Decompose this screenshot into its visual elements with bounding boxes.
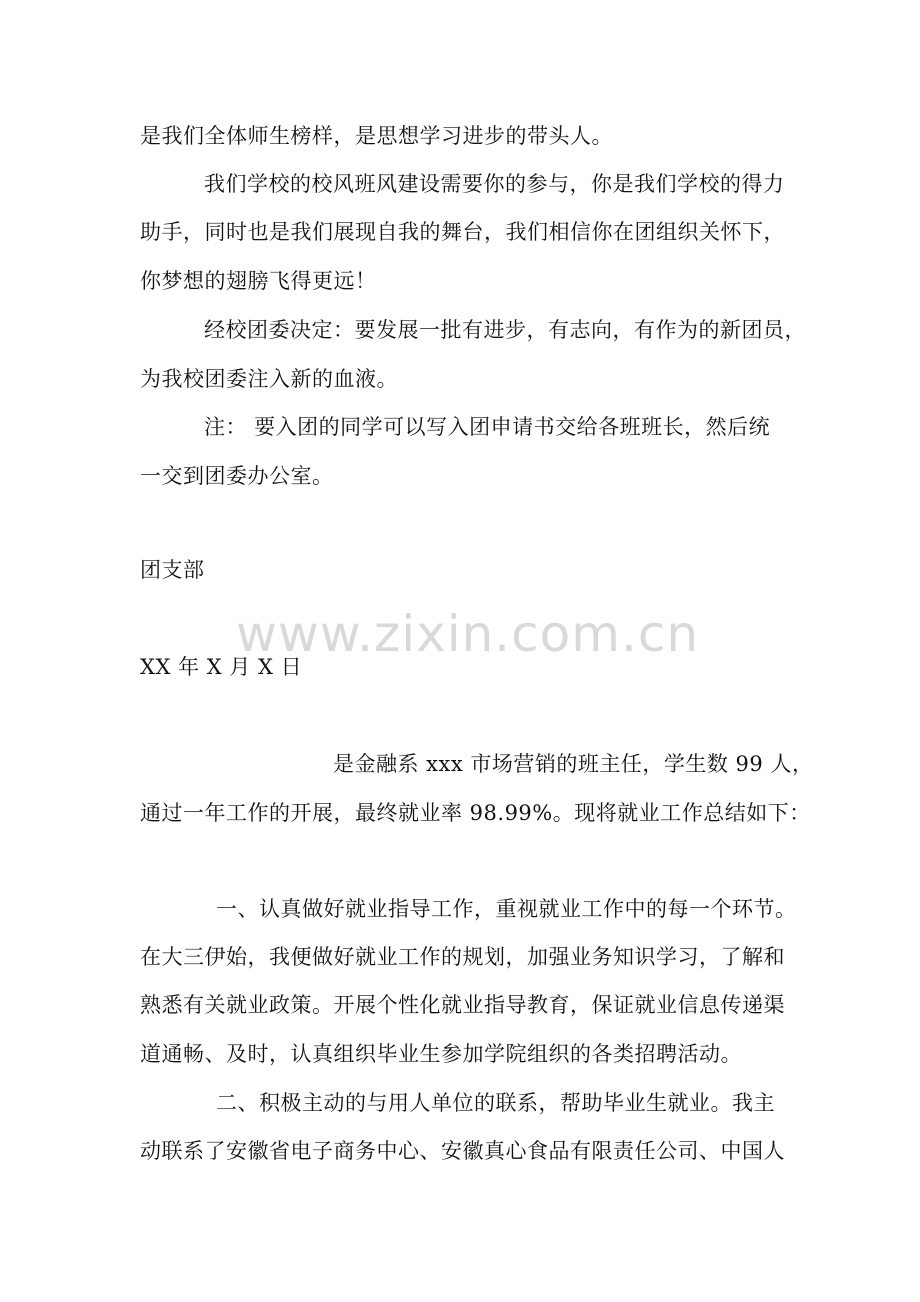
text-line-12: 通过一年工作的开展，最终就业率 98.99%。现将就业工作总结如下： [140, 801, 811, 825]
text-line-2: 我们学校的校风班风建设需要你的参与，你是我们学校的得力 [204, 172, 785, 196]
text-line-5: 经校团委决定：要发展一批有进步，有志向，有作为的新团员， [204, 318, 806, 342]
signature-date: XX 年 X 月 X 日 [140, 655, 303, 679]
text-line-4: 你梦想的翅膀飞得更远！ [140, 269, 377, 293]
text-line-7: 注： 要入团的同学可以写入团申请书交给各班班长，然后统 [204, 415, 771, 439]
signature-dept: 团支部 [140, 558, 205, 582]
text-line-18: 动联系了安徽省电子商务中心、安徽真心食品有限责任公司、中国人 [140, 1139, 785, 1163]
text-line-6: 为我校团委注入新的血液。 [140, 367, 398, 391]
text-line-14: 在大三伊始，我便做好就业工作的规划，加强业务知识学习，了解和 [140, 945, 785, 969]
text-line-3: 助手，同时也是我们展现自我的舞台，我们相信你在团组织关怀下， [140, 220, 785, 244]
section-two-heading: 二、积极主动的与用人单位的联系，帮助毕业生就业。我主 [216, 1091, 775, 1115]
text-line-16: 道通畅、及时，认真组织毕业生参加学院组织的各类招聘活动。 [140, 1042, 742, 1066]
text-line-11: 是金融系 xxx 市场营销的班主任，学生数 99 人， [333, 752, 814, 776]
text-line-15: 熟悉有关就业政策。开展个性化就业指导教育，保证就业信息传递渠 [140, 993, 785, 1017]
watermark: www.zixin.com.cn [236, 605, 700, 663]
text-line-1: 是我们全体师生榜样，是思想学习进步的带头人。 [140, 124, 613, 148]
section-one-heading: 一、认真做好就业指导工作，重视就业工作中的每一个环节。 [216, 897, 797, 921]
text-line-8: 一交到团委办公室。 [140, 464, 334, 488]
